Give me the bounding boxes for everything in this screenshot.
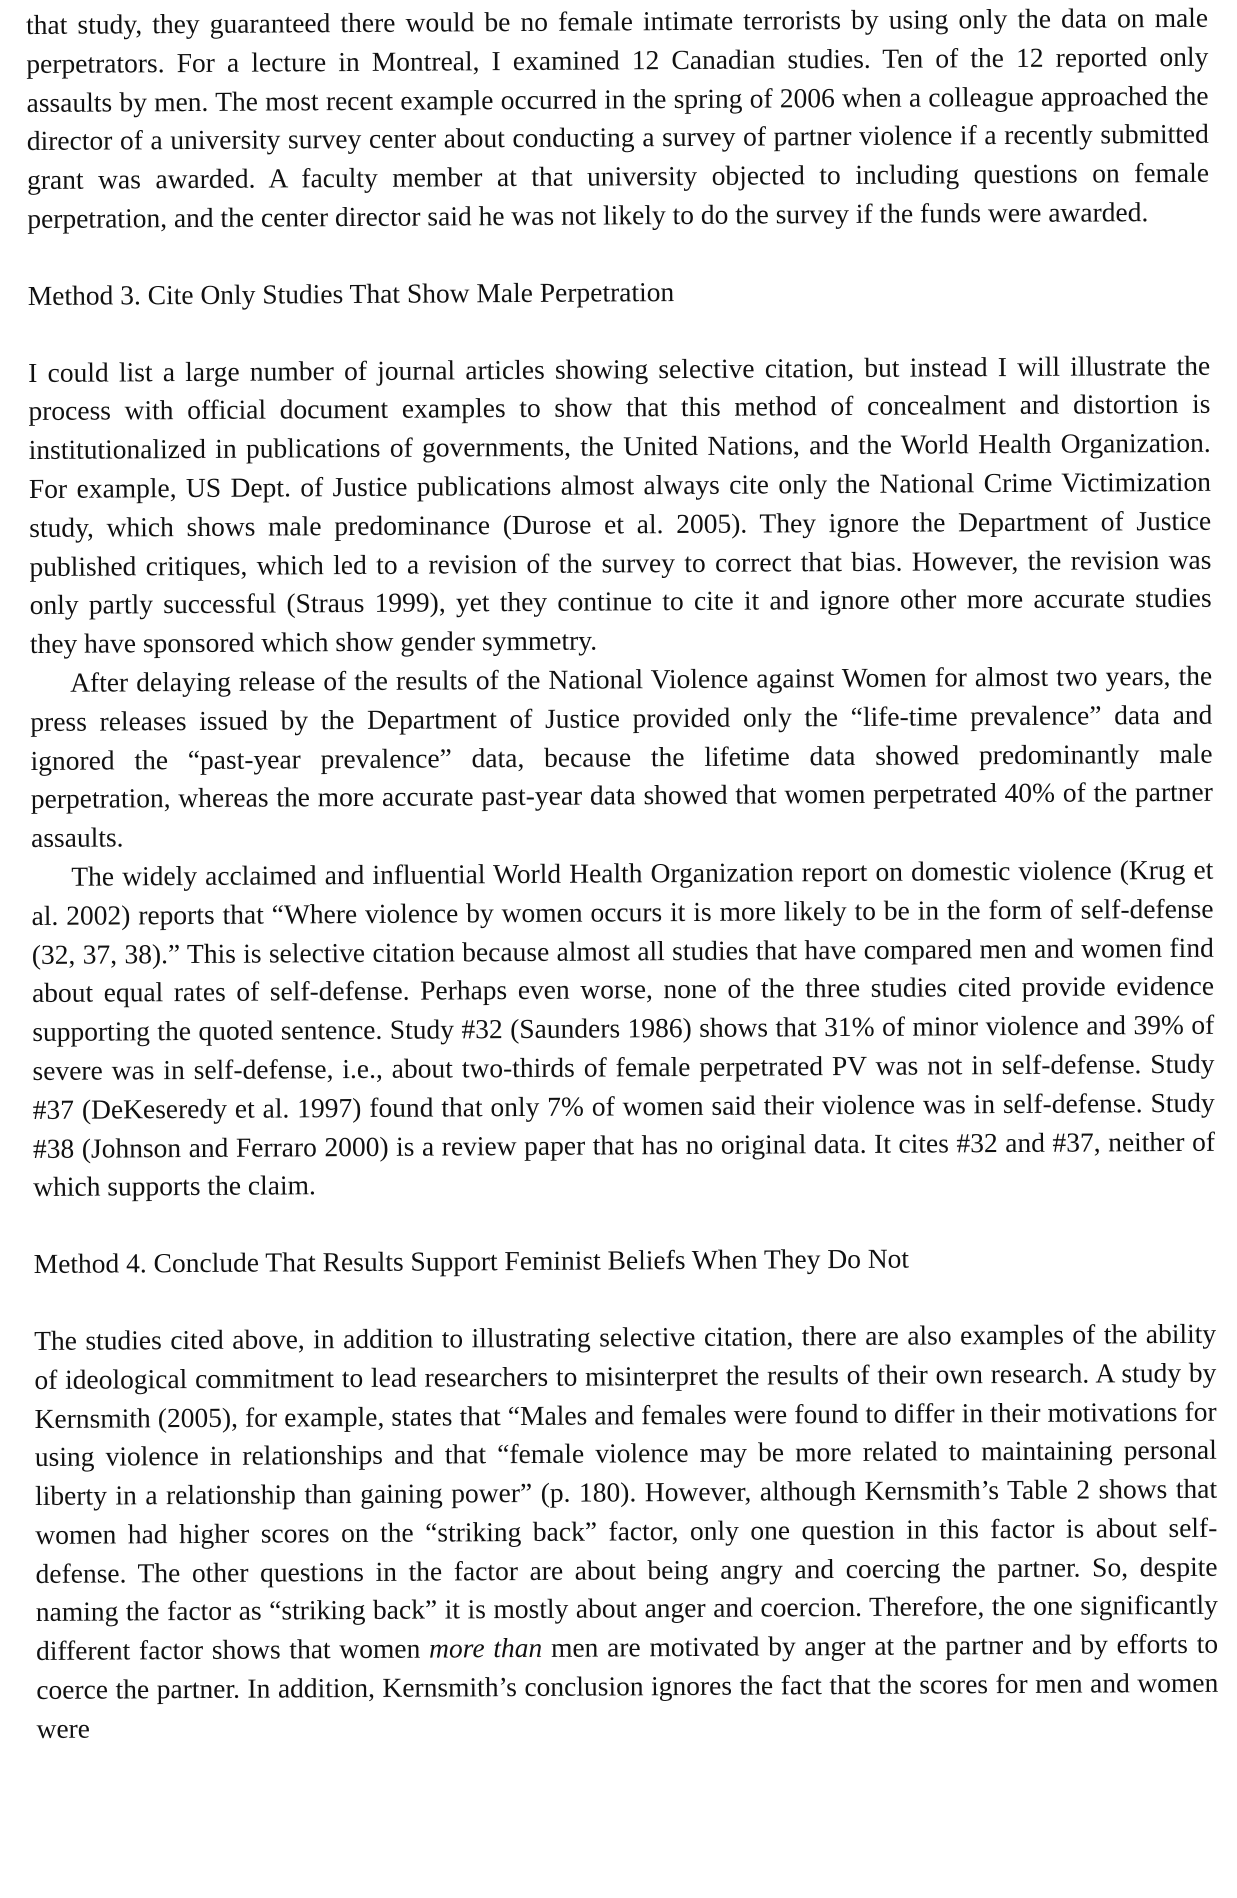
emphasis-text: more than bbox=[429, 1632, 543, 1664]
heading-method-3: Method 3. Cite Only Studies That Show Male Perpetration bbox=[27, 275, 675, 311]
paragraph-kernsmith-study bbox=[34, 1315, 1219, 1749]
paragraph-who-report: The widely acclaimed and influential World Health Organization report on domestic violence (Krug et al. 2002) reports that “Where violence by women occurs it is more likely to be in the form of self-defense (32, 37, 38).” This is selective citation because almost all studies that have compared men and women find about equal rates of self-defense. Perhaps even worse, none of the three studies cited provide evidence supporting the quoted sentence. Study #32 (Saunders 1986) shows that 31% of minor violence and 39% of severe was in self-defense, i.e., about two-thirds of female perpetrated PV was not in self-defense. Study #37 (DeKeseredy et al. 1997) found that only 7% of women said their violence was in self-defense. Study #38 (Johnson and Ferraro 2000) is a review paper that has no original data. It cites #32 and #37, neither of which supports the claim. bbox=[31, 853, 1216, 1203]
paragraph-text: The studies cited above, in addition to illustrating selective citation, there are also examples of the ability of ideological commitment to lead researchers to misinterpret the results of their own research. A study by Kernsmith (2005), for example, states that “Males and females were found to differ in their motivations for using violence in relationships and that “female violence may be more related to maintaining personal liberty in a relationship than gaining power” (p. 180). However, although Kernsmith’s Table 2 shows that women had higher scores on the “striking back” factor, only one question in this factor is about self-defense. The other questions in the factor are about being angry and coercing the partner. So, despite naming the factor as “striking back” it is mostly about anger and coercion. Therefore, the one significantly different factor shows that women bbox=[34, 1317, 1218, 1667]
paragraph-selective-citation: I could list a large number of journal articles showing selective citation, but instead I will illustrate the process with official document examples to show that this method of concealment and distortion is institutionalized in publications of governments, the United Nations, and the World Health Organization. For example, US Dept. of Justice publications almost always cite only the National Crime Victimization study, which shows male predominance (Durose et al. 2005). They ignore the Department of Justice published critiques, which led to a revision of the survey to correct that bias. However, the revision was only partly successful (Straus 1999), yet they continue to cite it and ignore other more accurate studies they have sponsored which show gender symmetry. bbox=[28, 349, 1212, 660]
paragraph-nvaw-release: After delaying release of the results of the National Violence against Women for almost two years, the press releases issued by the Department of Justice provided only the “life-time prevalence” data and ignored the “past-year prevalence” data, because the lifetime data showed predominantly male perpetration, whereas the more accurate past-year data showed that women perpetrated 40% of the partner assaults. bbox=[30, 659, 1213, 854]
paragraph-text: men are motivated by anger at the partner and by efforts to coerce the partner. In addition, Kernsmith’s conclusion ignores the fact that the scores for men and women were bbox=[36, 1628, 1219, 1744]
paragraph-intimate-terrorists: that study, they guaranteed there would be no female intimate terrorists by using only the data on male perpetrators. For a lecture in Montreal, I examined 12 Canadian studies. Ten of the 12 reported only assaults by men. The most recent example occurred in the spring of 2006 when a colleague approached the director of a university survey center about conducting a survey of partner violence if a recently submitted grant was awarded. A faculty member at that university objected to including questions on female perpetration, and the center director said he was not likely to do the survey if the funds were awarded. bbox=[26, 1, 1210, 234]
heading-method-4: Method 4. Conclude That Results Support Feminist Beliefs When They Do Not bbox=[33, 1242, 910, 1280]
document-page bbox=[26, 0, 1219, 1749]
